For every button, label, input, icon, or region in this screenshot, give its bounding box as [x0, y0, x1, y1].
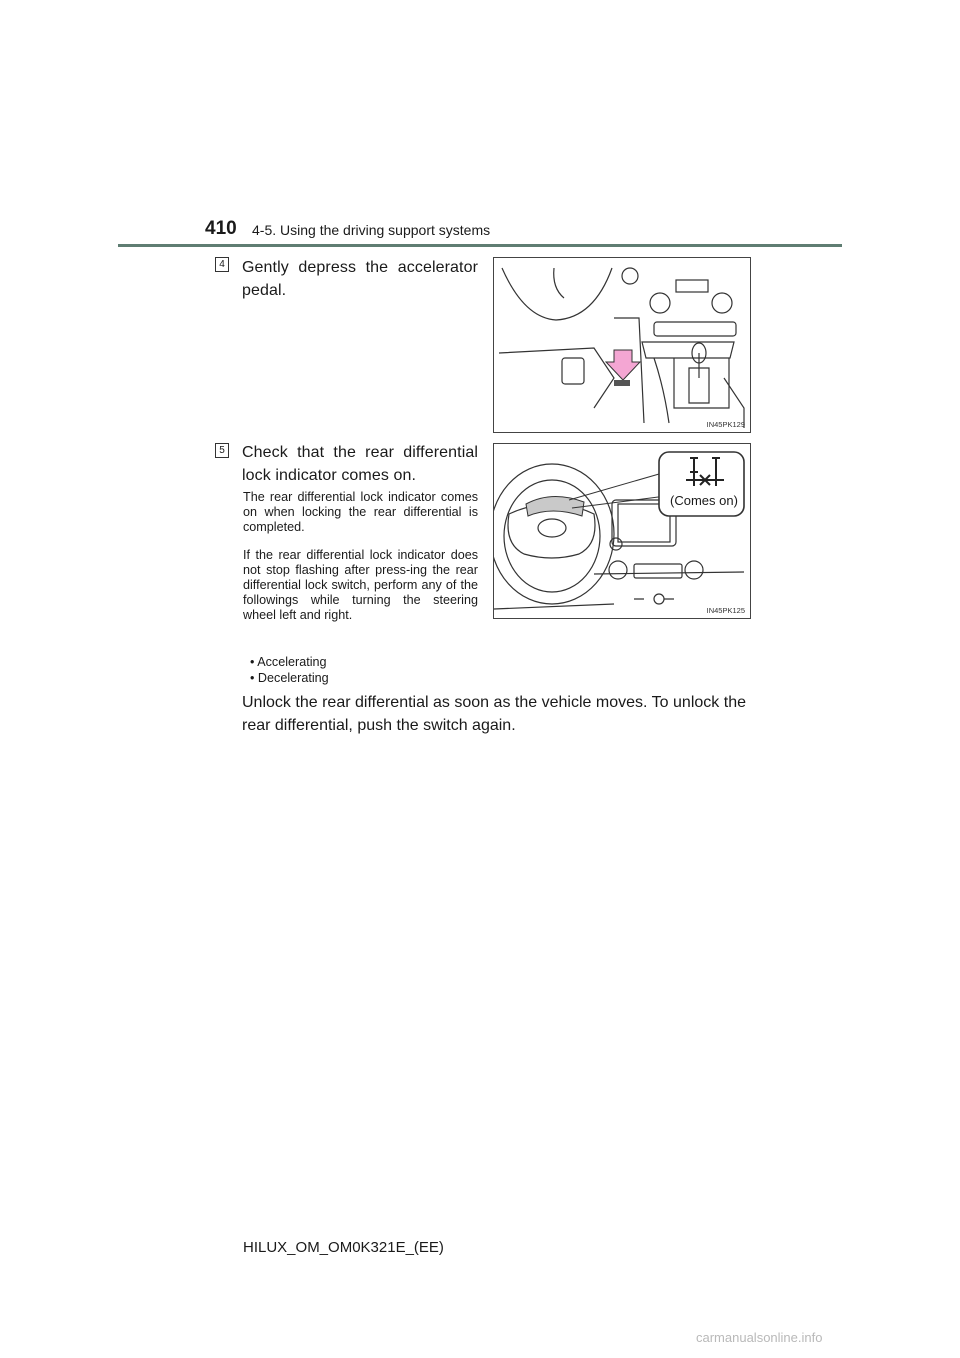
header-rule: [118, 244, 842, 247]
page-number: 410: [205, 218, 237, 239]
watermark: carmanualsonline.info: [696, 1330, 823, 1345]
figure-indicator: [493, 443, 751, 619]
step-5-text: Check that the rear differential lock indicator comes on.: [242, 444, 478, 484]
arrow-down-icon: [606, 350, 640, 380]
step-4-text: Gently depress the accelerator pedal.: [242, 259, 478, 299]
footer-code: HILUX_OM_OM0K321E_(EE): [243, 1239, 444, 1256]
step-number-5: 5: [215, 443, 229, 458]
figure-accelerator-pedal: [493, 257, 751, 433]
step-5-note-1: The rear differential lock indicator comes on when locking the rear differential is completed.: [243, 490, 478, 534]
step-number-4: 4: [215, 257, 229, 272]
bullet-item: • Decelerating: [250, 670, 329, 686]
bullet-item: • Accelerating: [250, 654, 327, 670]
dashboard-illustration: [494, 444, 750, 618]
figure-code: IN45PK129: [706, 420, 745, 429]
closing-paragraph: Unlock the rear differential as soon as the vehicle moves. To unlock the rear differential, push the switch again.: [242, 694, 746, 734]
accelerator-pedal-illustration: [494, 258, 750, 432]
step-5-note-2: If the rear differential lock indicator does not stop flashing after press-ing the rear differential lock switch, perform any of the followings while turning the steering wheel left and right.: [243, 548, 478, 622]
section-title: 4-5. Using the driving support systems: [252, 222, 491, 238]
callout-label: (Comes on): [670, 493, 738, 508]
figure-code: IN45PK125: [706, 606, 745, 615]
